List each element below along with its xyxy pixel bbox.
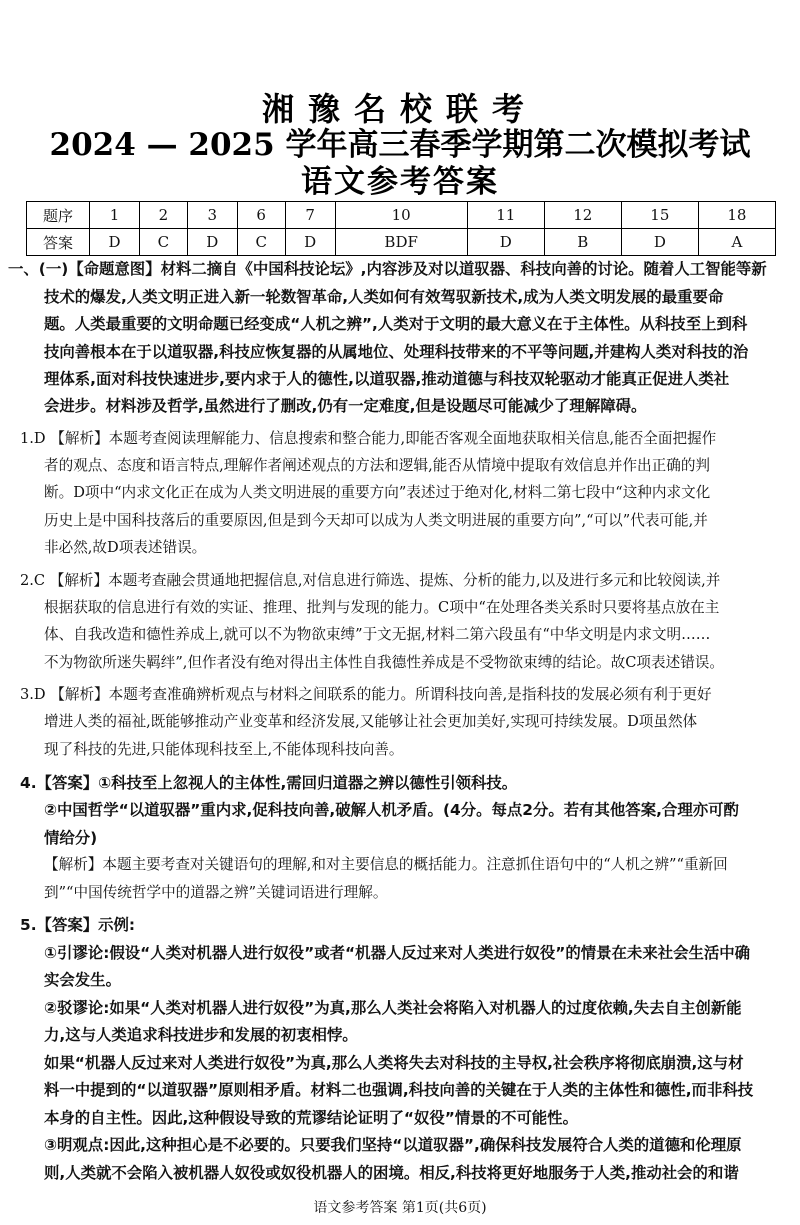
table-cell: C: [237, 229, 285, 256]
table-cell: 1: [90, 202, 140, 229]
exam-union-title: 湘豫名校联考: [261, 90, 538, 128]
question-number-row: [27, 202, 776, 229]
table-cell: 答案: [27, 229, 90, 256]
text-line: 如果“机器人反过来对人类进行奴役”为真,那么人类将失去对科技的主导权,社会秩序将彻底崩溃,这与材: [44, 1054, 744, 1072]
text-line: 不为物欲所迷失羁绊”,但作者没有绝对得出主体性自我德性养成是不受物欲束缚的结论。故C项表述错误。: [44, 654, 724, 671]
text-line: 历史上是中国科技落后的重要原因,但是到今天却可以成为人类文明进展的重要方向”,“可以”代表可能,并: [44, 512, 708, 529]
text-line: 技术的爆发,人类文明正进入新一轮数智革命,人类如何有效驾驭新技术,成为人类文明发展的最重要命: [44, 288, 724, 306]
table-cell: D: [90, 229, 140, 256]
text-line: 3.D 【解析】本题考查准确辨析观点与材料之间联系的能力。所谓科技向善,是指科技的发展必须有利于更好: [20, 686, 712, 703]
text-line: 实会发生。: [44, 971, 121, 989]
table-cell: 2: [139, 202, 187, 229]
table-cell: 7: [285, 202, 335, 229]
table-cell: 6: [237, 202, 285, 229]
text-line: ②驳谬论:如果“人类对机器人进行奴役”为真,那么人类社会将陷入对机器人的过度依赖,失去自主创新能: [44, 999, 742, 1017]
table-cell: 11: [467, 202, 544, 229]
text-line: 题。人类最重要的文明命题已经变成“人机之辨”,人类对于文明的最大意义在于主体性。从科技至上到科: [44, 315, 748, 333]
text-line: 【解析】本题主要考查对关键语句的理解,和对主要信息的概括能力。注意抓住语句中的“人机之辨”“重新回: [44, 856, 728, 873]
text-line: 4.【答案】①科技至上忽视人的主体性,需回归道器之辨以德性引领科技。: [20, 774, 518, 792]
text-line: 增进人类的福祉,既能够推动产业变革和经济发展,又能够让社会更加美好,实现可持续发展。D项虽然体: [44, 713, 698, 730]
text-line: 根据获取的信息进行有效的实证、推理、批判与发现的能力。C项中“在处理各类关系时只要将基点放在主: [44, 599, 720, 616]
table-cell: BDF: [335, 229, 467, 256]
text-line: 本身的自主性。因此,这种假设导致的荒谬结论证明了“奴役”情景的不可能性。: [44, 1109, 578, 1127]
text-line: 则,人类就不会陷入被机器人奴役或奴役机器人的困境。相反,科技将更好地服务于人类,推动社会的和谐: [44, 1164, 739, 1182]
table-cell: 3: [187, 202, 237, 229]
table-cell: D: [467, 229, 544, 256]
table-cell: 10: [335, 202, 467, 229]
page-footer: 语文参考答案 第1页(共6页): [313, 1200, 487, 1216]
text-line: 2.C 【解析】本题考查融会贯通地把握信息,对信息进行筛选、提炼、分析的能力,以及进行多元和比较阅读,并: [20, 572, 721, 589]
table-cell: 题序: [27, 202, 90, 229]
text-line: 力,这与人类追求科技进步和发展的初衷相悖。: [44, 1026, 358, 1044]
text-line: ①引谬论:假设“人类对机器人进行奴役”或者“机器人反过来对人类进行奴役”的情景在未来社会生活中确: [44, 944, 751, 962]
table-cell: 12: [544, 202, 621, 229]
table-cell: D: [621, 229, 698, 256]
answer-row: [27, 229, 776, 256]
text-line: 会进步。材料涉及哲学,虽然进行了删改,仍有一定难度,但是设题尽可能减少了理解障碍。: [44, 397, 647, 415]
exam-title: 2024 — 2025 学年高三春季学期第二次模拟考试: [49, 127, 751, 163]
answer-key-title: 语文参考答案: [301, 164, 499, 200]
table-cell: A: [698, 229, 775, 256]
text-line: 理体系,面对科技快速进步,要内求于人的德性,以道驭器,推动道德与科技双轮驱动才能真正促进人类社: [44, 370, 730, 388]
text-line: ②中国哲学“以道驭器”重内求,促科技向善,破解人机矛盾。(4分。每点2分。若有其他答案,合理亦可酌: [44, 801, 739, 819]
answer-table: [26, 201, 776, 256]
text-line: 断。D项中“内求文化正在成为人类文明进展的重要方向”表述过于绝对化,材料二第七段中“这种内求文化: [44, 484, 711, 501]
table-cell: C: [139, 229, 187, 256]
text-line: ③明观点:因此,这种担心是不必要的。只要我们坚持“以道驭器”,确保科技发展符合人类的道德和伦理原: [44, 1136, 742, 1154]
text-line: 非必然,故D项表述错误。: [44, 539, 207, 556]
table-cell: 15: [621, 202, 698, 229]
text-line: 现了科技的先进,只能体现科技至上,不能体现科技向善。: [44, 741, 404, 758]
table-cell: 18: [698, 202, 775, 229]
table-cell: B: [544, 229, 621, 256]
text-line: 5.【答案】示例:: [20, 916, 136, 934]
text-line: 料一中提到的“以道驭器”原则相矛盾。材料二也强调,科技向善的关键在于人类的主体性和德性,而非科技: [44, 1081, 754, 1099]
text-line: 一、(一)【命题意图】材料二摘自《中国科技论坛》,内容涉及对以道驭器、科技向善的讨论。随着人工智能等新: [8, 260, 767, 278]
text-line: 体、自我改造和德性养成上,就可以不为物欲束缚”于文无据,材料二第六段虽有“中华文明是内求文明……: [44, 626, 711, 643]
text-line: 者的观点、态度和语言特点,理解作者阐述观点的方法和逻辑,能否从情境中提取有效信息并作出正确的判: [44, 457, 711, 474]
text-line: 到”“中国传统哲学中的道器之辨”关键词语进行理解。: [44, 884, 388, 901]
table-cell: D: [285, 229, 335, 256]
text-line: 技向善根本在于以道驭器,科技应恢复器的从属地位、处理科技带来的不平等问题,并建构人类对科技的治: [44, 343, 749, 361]
text-line: 1.D 【解析】本题考查阅读理解能力、信息搜索和整合能力,即能否客观全面地获取相关信息,能否全面把握作: [20, 430, 717, 447]
text-line: 情给分): [44, 829, 98, 847]
table-cell: D: [187, 229, 237, 256]
